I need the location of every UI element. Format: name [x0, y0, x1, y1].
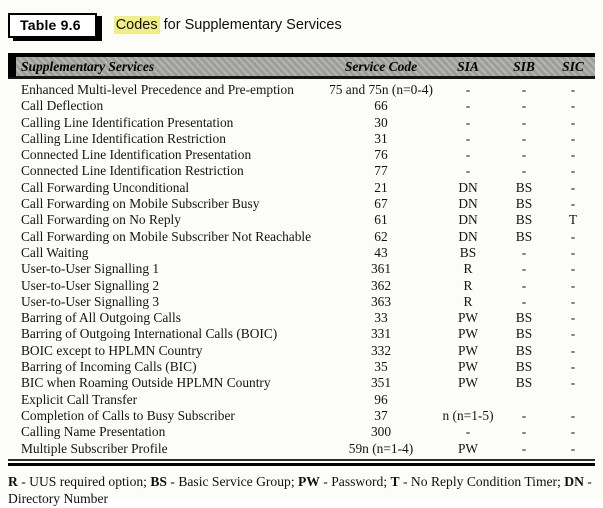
cell-sic: - — [570, 342, 576, 358]
cell-code: 331 — [370, 326, 392, 342]
cell-sib: BS — [515, 310, 533, 326]
cell-service: Connected Line Identification Restriction — [21, 163, 244, 179]
cell-sic: - — [570, 98, 576, 114]
table-title — [114, 17, 342, 33]
cell-sia: - — [465, 82, 471, 97]
cell-code: 59n (n=1-4) — [348, 440, 414, 456]
table-row — [8, 229, 595, 245]
cell-sib: BS — [515, 359, 533, 375]
cell-code: 33 — [374, 310, 388, 326]
cell-sib: BS — [515, 212, 533, 228]
cell-sib: - — [521, 130, 527, 146]
legend-abbr-dn: DN — [564, 473, 584, 489]
cell-sia: - — [465, 114, 471, 130]
cell-sib: - — [521, 82, 527, 97]
legend-text-bs: - Basic Service Group; — [167, 473, 298, 489]
cell-code: 361 — [370, 261, 392, 277]
cell-sic: - — [570, 277, 576, 293]
supplementary-services-table — [8, 53, 595, 466]
cell-code: 66 — [374, 98, 388, 114]
cell-code: 31 — [374, 130, 388, 146]
cell-sic: - — [570, 163, 576, 179]
cell-sic: T — [568, 212, 578, 228]
table-bottom-rule-thick — [8, 463, 595, 466]
cell-sic: - — [570, 114, 576, 130]
cell-code: 67 — [374, 196, 388, 212]
cell-code: 62 — [374, 228, 388, 244]
cell-sic: - — [570, 130, 576, 146]
cell-service: Calling Line Identification Restriction — [21, 130, 226, 146]
legend-text-pw: - Password; — [319, 473, 391, 489]
cell-service: Barring of All Outgoing Calls — [21, 310, 181, 326]
cell-sib: BS — [515, 342, 533, 358]
cell-sia: R — [463, 293, 473, 309]
table-row — [8, 408, 595, 424]
cell-sib: BS — [515, 228, 533, 244]
cell-sic: - — [570, 293, 576, 309]
table-row — [8, 392, 595, 408]
cell-service: Call Forwarding Unconditional — [21, 179, 190, 195]
cell-service: BIC when Roaming Outside HPLMN Country — [21, 375, 271, 391]
cell-sic: - — [570, 424, 576, 440]
table-caption — [8, 10, 595, 40]
legend-abbr-t: T — [390, 473, 400, 489]
cell-sib: - — [521, 114, 527, 130]
cell-service: User-to-User Signalling 1 — [21, 261, 160, 277]
cell-code: 351 — [370, 375, 392, 391]
table-row — [8, 131, 595, 147]
cell-sia: R — [463, 277, 473, 293]
cell-sia: DN — [458, 212, 478, 228]
cell-service: Barring of Outgoing International Calls (BOIC) — [21, 326, 278, 342]
cell-service: Call Deflection — [21, 98, 104, 114]
cell-service: User-to-User Signalling 2 — [21, 277, 160, 293]
cell-sia: PW — [457, 326, 479, 342]
cell-sic: - — [570, 310, 576, 326]
cell-sib: - — [521, 261, 527, 277]
cell-sib: - — [521, 440, 527, 456]
header-supplementary-services: Supplementary Services — [21, 58, 155, 74]
table-row — [8, 212, 595, 228]
cell-code: 96 — [374, 391, 388, 407]
cell-sib: - — [521, 163, 527, 179]
cell-code: 77 — [374, 163, 388, 179]
table-row — [8, 310, 595, 326]
table-row — [8, 147, 595, 163]
table-row — [8, 261, 595, 277]
header-sia: SIA — [457, 58, 479, 74]
cell-code: 76 — [374, 147, 388, 163]
table-row — [8, 375, 595, 391]
cell-sic: - — [570, 375, 576, 391]
cell-sia: PW — [457, 342, 479, 358]
table-title-rest: for Supplementary Services — [159, 17, 342, 33]
table-row — [8, 326, 595, 342]
cell-service: Call Waiting — [21, 244, 89, 260]
table-row — [8, 441, 595, 457]
table-row — [8, 196, 595, 212]
cell-sib: BS — [515, 179, 533, 195]
table-row — [8, 294, 595, 310]
table-body — [8, 79, 595, 457]
cell-sia: PW — [457, 375, 479, 391]
cell-sib: - — [521, 277, 527, 293]
cell-service: Calling Line Identification Presentation — [21, 114, 234, 130]
cell-service: User-to-User Signalling 3 — [21, 293, 160, 309]
cell-sia: n (n=1-5) — [442, 407, 494, 423]
cell-code: 43 — [374, 244, 388, 260]
table-number-box: Table 9.6 — [8, 13, 97, 38]
cell-sic: - — [570, 326, 576, 342]
cell-service: Multiple Subscriber Profile — [21, 440, 168, 456]
cell-sia: DN — [458, 196, 478, 212]
cell-sic: - — [570, 359, 576, 375]
cell-sia: R — [463, 261, 473, 277]
cell-sic — [551, 392, 595, 408]
cell-sia: DN — [458, 179, 478, 195]
cell-sia: - — [465, 424, 471, 440]
cell-service: Call Forwarding on No Reply — [21, 212, 181, 228]
cell-code: 362 — [370, 277, 392, 293]
highlighted-word: Codes — [115, 17, 158, 33]
cell-sic: - — [570, 196, 576, 212]
cell-sic: - — [570, 228, 576, 244]
table-row — [8, 343, 595, 359]
cell-code: 75 and 75n (n=0-4) — [329, 82, 433, 97]
legend-text-r: - UUS required option; — [17, 473, 151, 489]
cell-sib — [497, 392, 551, 408]
cell-code: 21 — [374, 179, 388, 195]
legend-abbr-pw: PW — [298, 473, 320, 489]
cell-sib: - — [521, 98, 527, 114]
cell-sib: BS — [515, 375, 533, 391]
cell-sib: - — [521, 424, 527, 440]
cell-sic: - — [570, 440, 576, 456]
legend-abbr-bs: BS — [150, 473, 167, 489]
cell-service: Call Forwarding on Mobile Subscriber Not Reachable — [21, 228, 312, 244]
table-row — [8, 424, 595, 440]
table-row — [8, 245, 595, 261]
cell-sia: PW — [457, 440, 479, 456]
cell-sib: - — [521, 407, 527, 423]
cell-service: BOIC except to HPLMN Country — [21, 342, 203, 358]
cell-service: Explicit Call Transfer — [21, 391, 138, 407]
table-row — [8, 115, 595, 131]
cell-code: 30 — [374, 114, 388, 130]
legend-abbr-r: R — [8, 473, 18, 489]
cell-code: 61 — [374, 212, 388, 228]
cell-service: Barring of Incoming Calls (BIC) — [21, 359, 197, 375]
table-row — [8, 82, 595, 98]
cell-sic: - — [570, 261, 576, 277]
cell-sib: BS — [515, 196, 533, 212]
table-row — [8, 163, 595, 179]
cell-sia — [439, 392, 497, 408]
header-sib: SIB — [513, 58, 535, 74]
cell-sib: BS — [515, 326, 533, 342]
cell-code: 332 — [370, 342, 392, 358]
table-bottom-rule-thin — [8, 459, 595, 461]
cell-service: Completion of Calls to Busy Subscriber — [21, 407, 235, 423]
cell-service: Enhanced Multi-level Precedence and Pre-emption — [21, 82, 294, 97]
table-row — [8, 359, 595, 375]
cell-sia: PW — [457, 310, 479, 326]
cell-sia: BS — [459, 244, 477, 260]
cell-service: Call Forwarding on Mobile Subscriber Busy — [21, 196, 260, 212]
cell-sic: - — [570, 244, 576, 260]
header-service-code: Service Code — [344, 58, 418, 74]
cell-code: 363 — [370, 293, 392, 309]
table-row — [8, 98, 595, 114]
cell-service: Calling Name Presentation — [21, 424, 166, 440]
cell-sib: - — [521, 293, 527, 309]
header-sic: SIC — [562, 58, 584, 74]
cell-sib: - — [521, 147, 527, 163]
cell-service: Connected Line Identification Presentation — [21, 147, 252, 163]
legend-text-t: - No Reply Condition Timer; — [399, 473, 565, 489]
cell-code: 35 — [374, 359, 388, 375]
legend-text-dn: - Directory Number — [8, 473, 596, 507]
table-row — [8, 278, 595, 294]
cell-code: 37 — [374, 407, 388, 423]
cell-sia: PW — [457, 359, 479, 375]
cell-sic: - — [570, 179, 576, 195]
cell-sia: - — [465, 130, 471, 146]
cell-sia: - — [465, 147, 471, 163]
cell-sic: - — [570, 147, 576, 163]
cell-sia: - — [465, 98, 471, 114]
cell-sia: DN — [458, 228, 478, 244]
cell-sic: - — [570, 82, 576, 97]
cell-sib: - — [521, 244, 527, 260]
cell-code: 300 — [370, 424, 392, 440]
cell-sia: - — [465, 163, 471, 179]
cell-sic: - — [570, 407, 576, 423]
table-header-row — [8, 53, 595, 79]
table-row — [8, 180, 595, 196]
abbreviation-legend — [8, 473, 595, 508]
